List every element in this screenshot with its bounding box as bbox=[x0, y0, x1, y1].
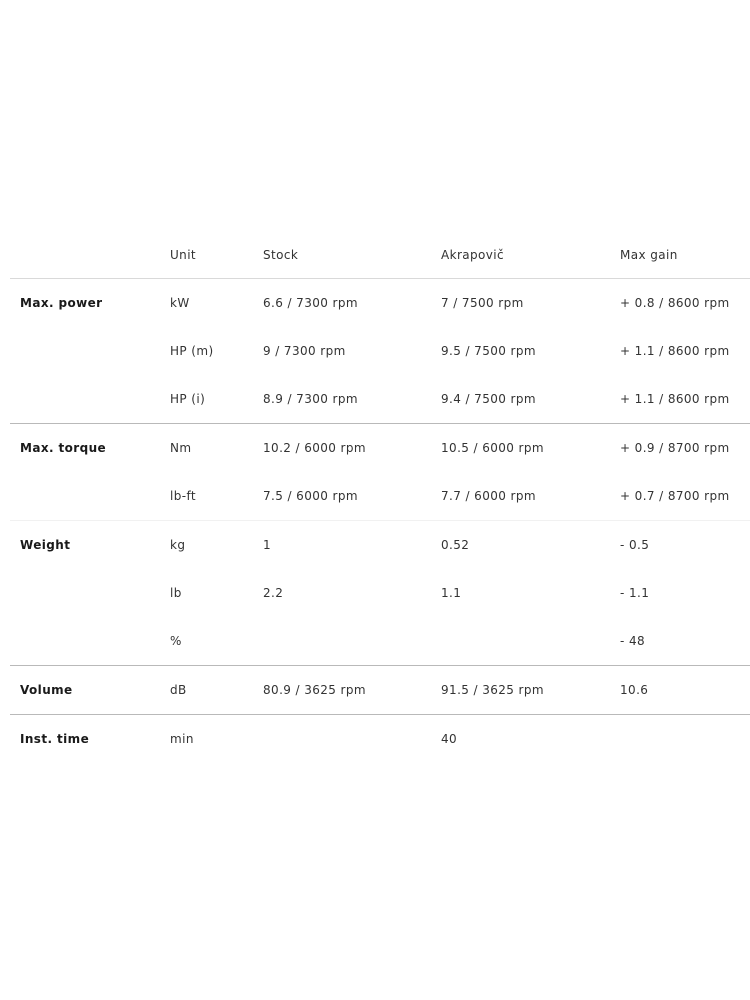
header-stock: Stock bbox=[263, 247, 299, 262]
stock-cell: 1 bbox=[263, 538, 272, 552]
akrapovic-cell: 40 bbox=[441, 732, 458, 746]
unit-cell: kg bbox=[170, 538, 186, 552]
table-row bbox=[10, 715, 750, 763]
row-label: Weight bbox=[20, 538, 71, 552]
akrapovic-cell: 9.5 / 7500 rpm bbox=[441, 344, 536, 358]
akrapovic-cell: 1.1 bbox=[441, 586, 462, 600]
max-gain-cell: - 0.5 bbox=[620, 538, 650, 552]
stock-cell: 9 / 7300 rpm bbox=[263, 344, 346, 358]
max-gain-cell: + 0.8 / 8600 rpm bbox=[620, 296, 730, 310]
unit-cell: HP (m) bbox=[170, 344, 214, 358]
row-label: Volume bbox=[20, 683, 73, 697]
row-label: Max. torque bbox=[20, 441, 107, 455]
table-row bbox=[10, 666, 750, 715]
max-gain-cell: + 1.1 / 8600 rpm bbox=[620, 344, 730, 358]
unit-cell: dB bbox=[170, 683, 187, 697]
max-gain-cell: + 1.1 / 8600 rpm bbox=[620, 392, 730, 406]
header-max-gain: Max gain bbox=[620, 247, 678, 262]
akrapovic-cell: 0.52 bbox=[441, 538, 470, 552]
akrapovic-cell: 9.4 / 7500 rpm bbox=[441, 392, 536, 406]
stock-cell: 2.2 bbox=[263, 586, 284, 600]
unit-cell: min bbox=[170, 732, 194, 746]
max-gain-cell: - 48 bbox=[620, 634, 646, 648]
akrapovic-cell: 7.7 / 6000 rpm bbox=[441, 489, 536, 503]
unit-cell: % bbox=[170, 634, 182, 648]
spec-comparison-table bbox=[10, 231, 750, 763]
table-row bbox=[10, 279, 750, 327]
unit-cell: lb bbox=[170, 586, 182, 600]
table-row bbox=[10, 327, 750, 375]
stock-cell: 80.9 / 3625 rpm bbox=[263, 683, 366, 697]
stock-cell: 8.9 / 7300 rpm bbox=[263, 392, 358, 406]
row-label: Inst. time bbox=[20, 732, 90, 746]
row-label: Max. power bbox=[20, 296, 103, 310]
max-gain-cell: 10.6 bbox=[620, 683, 649, 697]
table-row bbox=[10, 521, 750, 569]
stock-cell: 10.2 / 6000 rpm bbox=[263, 441, 366, 455]
max-gain-cell: - 1.1 bbox=[620, 586, 650, 600]
stock-cell: 6.6 / 7300 rpm bbox=[263, 296, 358, 310]
table-row bbox=[10, 375, 750, 424]
table-row bbox=[10, 617, 750, 666]
unit-cell: Nm bbox=[170, 441, 192, 455]
header-unit: Unit bbox=[170, 247, 197, 262]
table-header-row bbox=[10, 231, 750, 279]
table-row bbox=[10, 472, 750, 521]
table-row bbox=[10, 424, 750, 472]
akrapovic-cell: 10.5 / 6000 rpm bbox=[441, 441, 544, 455]
akrapovic-cell: 91.5 / 3625 rpm bbox=[441, 683, 544, 697]
unit-cell: kW bbox=[170, 296, 190, 310]
header-akrapovic: Akrapovič bbox=[441, 247, 505, 262]
table-row bbox=[10, 569, 750, 617]
max-gain-cell: + 0.7 / 8700 rpm bbox=[620, 489, 730, 503]
akrapovic-cell: 7 / 7500 rpm bbox=[441, 296, 524, 310]
unit-cell: lb-ft bbox=[170, 489, 196, 503]
stock-cell: 7.5 / 6000 rpm bbox=[263, 489, 358, 503]
max-gain-cell: + 0.9 / 8700 rpm bbox=[620, 441, 730, 455]
unit-cell: HP (i) bbox=[170, 392, 206, 406]
